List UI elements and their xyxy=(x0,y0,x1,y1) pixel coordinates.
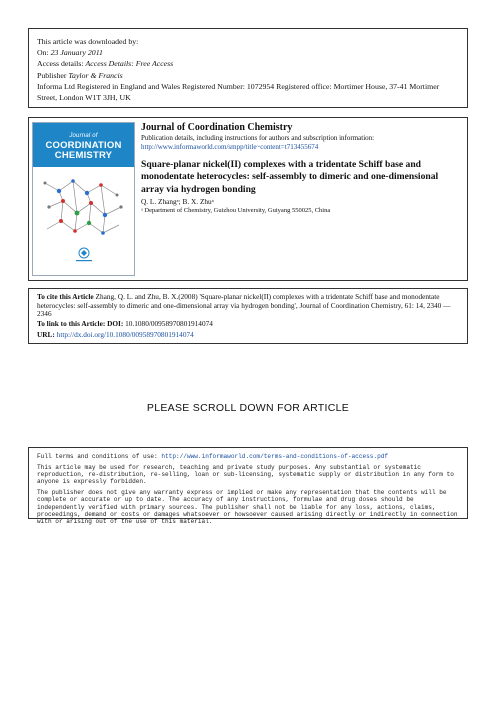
terms-paragraph-2: The publisher does not give any warranty express or implied or make any representation that the contents will be complete or accurate or up to date. The accuracy of any instructions, formulae and drug doses should be independently verified with primary sources. The publisher shall not be liable for any loss, actions, claims, proceedings, demand or costs or damages whatsoever or howsoever caused arising directly or indirectly in connection with or arising out of the use of this material. xyxy=(37,489,458,525)
cite-text: Zhang, Q. L. and Zhu, B. X.(2008) 'Square-planar nickel(II) complexes with a tridentate Schiff base and monodentate heterocycles: self-assembly to dimeric and one-dimensional array via hydrogen bonding', Journal of Coordination Chemistry, 61: 14, 2340 — 2346 xyxy=(37,292,451,319)
on-value: 23 January 2011 xyxy=(50,48,103,58)
access-row xyxy=(37,58,459,69)
journal-url-link[interactable]: http://www.informaworld.com/smpp/title~content=t713455674 xyxy=(141,143,319,151)
article-authors: Q. L. Zhangᵃ; B. X. Zhuᵃ xyxy=(141,196,214,206)
citation-box xyxy=(28,288,468,344)
terms-paragraph-1: This article may be used for research, teaching and private study purposes. Any substantial or systematic reproduction, re-distribution, re-selling, loan or sub-licensing, systematic supply or distribution in any form to anyone is expressly forbidden. xyxy=(37,464,454,486)
terms-intro: Full terms and conditions of use: xyxy=(37,453,158,460)
article-text xyxy=(141,122,463,215)
terms-url-link[interactable]: http://www.informaworld.com/terms-and-conditions-of-access.pdf xyxy=(161,453,389,460)
publisher-value: Taylor & Francis xyxy=(68,70,123,80)
cite-row xyxy=(37,293,459,319)
on-label: On: xyxy=(37,48,49,58)
doi-row xyxy=(37,320,459,329)
crystal-structure-graphic xyxy=(39,173,129,237)
scroll-notice: PLEASE SCROLL DOWN FOR ARTICLE xyxy=(146,402,350,414)
download-date-row xyxy=(37,47,459,58)
journal-name: Journal of Coordination Chemistry xyxy=(141,122,293,133)
publisher-row xyxy=(37,70,459,81)
publisher-label: Publisher xyxy=(37,70,67,80)
terms-box xyxy=(28,447,468,525)
cover-title-line3: CHEMISTRY xyxy=(54,150,113,161)
download-info-box xyxy=(28,28,468,108)
publisher-logo-icon xyxy=(71,245,97,263)
doi-label: To link to this Article: DOI: xyxy=(37,319,124,329)
access-label: Access details: xyxy=(37,59,84,69)
download-line: This article was downloaded by: xyxy=(37,37,139,46)
article-title: Square-planar nickel(II) complexes with a tridentate Schiff base and monodentate heterocycles: self-assembly to dimeric and one-dimensional array via hydrogen bonding xyxy=(141,159,439,195)
publication-details: Publication details, including instructions for authors and subscription information: xyxy=(141,134,375,142)
access-value: Access Details: Free Access xyxy=(85,59,174,69)
cover-title-line1: Journal of xyxy=(69,133,98,139)
url-label: URL: xyxy=(37,329,55,339)
cover-title-line2: COORDINATION xyxy=(45,140,122,151)
registration-text: Informa Ltd Registered in England and Wales Registered Number: 1072954 Registered office: Mortimer House, 37-41 Mortimer Street, London W1T 3JH, UK xyxy=(37,81,440,103)
cover-title xyxy=(33,131,134,161)
terms-intro-row xyxy=(37,453,459,460)
journal-cover-image xyxy=(32,122,135,276)
author-affiliation: ᵃ Department of Chemistry, Guizhou University, Guiyang 550025, China xyxy=(141,206,331,214)
url-row xyxy=(37,331,459,340)
cite-label: To cite this Article xyxy=(37,292,94,301)
doi-value: 10.1080/00958970801914074 xyxy=(125,319,213,329)
article-info-box xyxy=(28,117,468,281)
doi-url-link[interactable]: http://dx.doi.org/10.1080/00958970801914074 xyxy=(56,329,194,339)
